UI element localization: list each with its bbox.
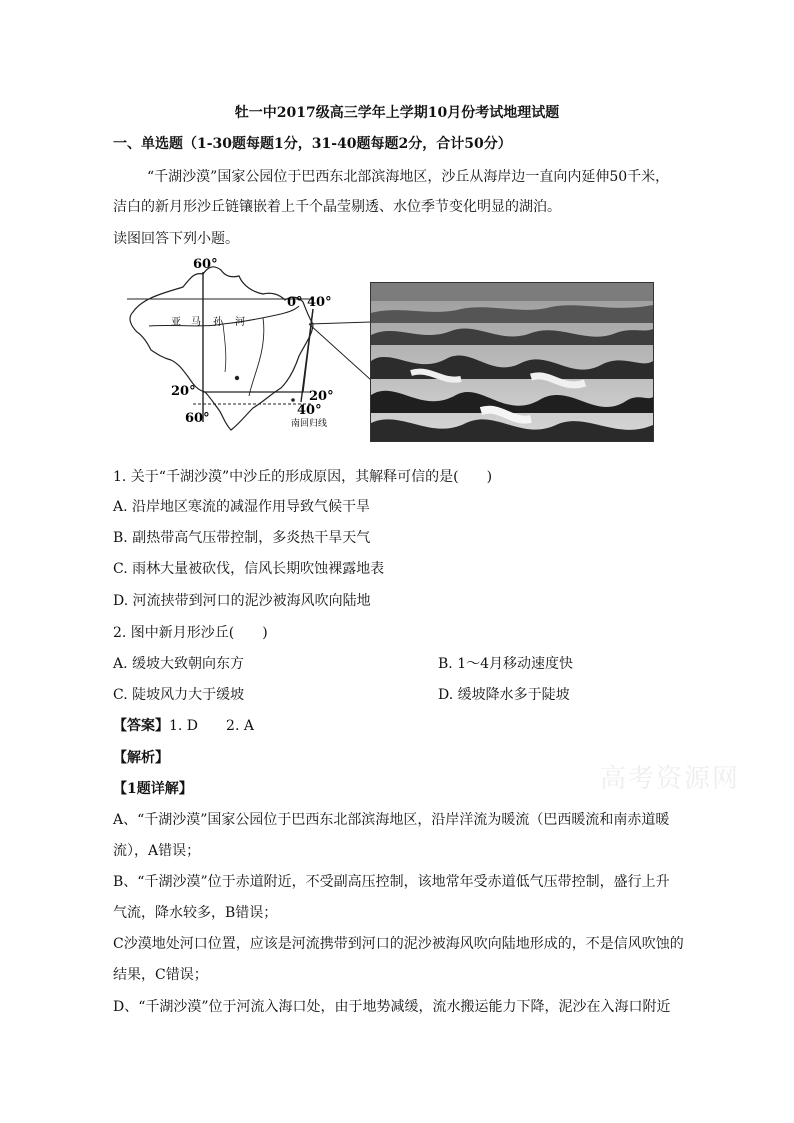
- label-lon60-bottom: 60°: [185, 411, 210, 426]
- watermark: 高考资源网: [600, 764, 741, 794]
- q2-option-d: D. 缓坡降水多于陡坡: [438, 687, 570, 703]
- intro-line-2: 洁白的新月形沙丘链镶嵌着上千个晶莹剔透、水位季节变化明显的湖泊。: [113, 199, 561, 215]
- explanation-line-2: 流），A错误；: [113, 843, 201, 859]
- q1-option-b: B. 副热带高气压带控制，多炎热干旱天气: [113, 530, 371, 546]
- label-river-1: 亚: [171, 317, 181, 328]
- label-lat20-right: 20°: [309, 389, 334, 404]
- label-lat20-left: 20°: [171, 384, 196, 399]
- explanation-line-7: D、“千湖沙漠”位于河流入海口处，由于地势减缓，流水搬运能力下降，泥沙在入海口附近: [113, 999, 671, 1015]
- page-title: 牡一中2017级高三学年上学期10月份考试地理试题: [234, 105, 560, 121]
- q2-option-b: B. 1～4月移动速度快: [438, 656, 574, 672]
- label-tropic: 南回归线: [291, 419, 328, 429]
- q2-stem: 2. 图中新月形沙丘( ): [113, 625, 268, 641]
- q2-option-c: C. 陡坡风力大于缓坡: [113, 687, 245, 703]
- dune-lakes-photo: [370, 282, 654, 442]
- intro-line-3: 读图回答下列小题。: [113, 231, 239, 247]
- q1-option-a: A. 沿岸地区寒流的减湿作用导致气候干旱: [113, 499, 371, 515]
- q2-option-a: A. 缓坡大致朝向东方: [113, 656, 245, 672]
- label-river-3: 孙: [213, 317, 223, 328]
- explanation-line-6: 结果，C错误；: [113, 967, 208, 983]
- detail-label: 【1题详解】: [113, 781, 193, 797]
- q1-stem: 1. 关于“千湖沙漠”中沙丘的形成原因，其解释可信的是( ): [113, 469, 493, 485]
- label-river-4: 河: [235, 317, 245, 328]
- figure: [113, 252, 673, 447]
- label-river-2: 马: [191, 317, 201, 328]
- answer-line: [113, 716, 254, 736]
- q1-option-d: D. 河流挟带到河口的泥沙被海风吹向陆地: [113, 593, 371, 609]
- intro-line-1: “千湖沙漠”国家公园位于巴西东北部滨海地区，沙丘从海岸边一直向内延伸50千米，: [147, 169, 670, 185]
- analysis-label: 【解析】: [113, 750, 169, 766]
- answer-label: 【答案】: [113, 718, 169, 734]
- explanation-line-1: A、“千湖沙漠”国家公园位于巴西东北部滨海地区，沿岸洋流为暖流（巴西暖流和南赤道暖: [113, 812, 670, 828]
- label-lon40-top: 40°: [307, 295, 332, 310]
- brazil-map: [113, 252, 371, 437]
- explanation-line-3: B、“千湖沙漠”位于赤道附近，不受副高压控制，该地常年受赤道低气压带控制，盛行上升: [113, 874, 670, 890]
- label-lat0: 0°: [287, 295, 303, 310]
- q1-option-c: C. 雨林大量被砍伐，信风长期吹蚀裸露地表: [113, 561, 385, 577]
- brazil-outline: [130, 267, 313, 430]
- explanation-line-4: 气流，降水较多，B错误；: [113, 905, 278, 921]
- answer-text: 1. D 2. A: [169, 718, 254, 734]
- label-lon40-bottom: 40°: [297, 403, 322, 418]
- explanation-line-5: C沙漠地处河口位置，应该是河流携带到河口的泥沙被海风吹向陆地形成的，不是信风吹蚀的: [113, 936, 684, 952]
- section-heading: 一、单选题（1-30题每题1分，31-40题每题2分，合计50分）: [113, 136, 512, 152]
- label-lon60-top: 60°: [193, 257, 218, 272]
